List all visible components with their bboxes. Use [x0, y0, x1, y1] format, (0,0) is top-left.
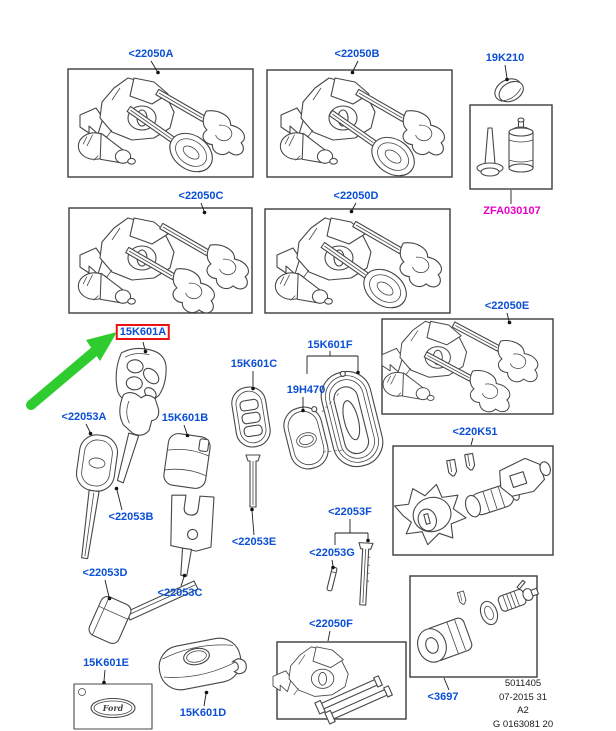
- part-label-22053A[interactable]: <22053A: [61, 411, 107, 423]
- highlight-arrow: [31, 332, 117, 405]
- part-15K601E-drawing: [74, 684, 152, 729]
- part-label-22053D[interactable]: <22053D: [82, 567, 128, 579]
- part-22053G-drawing: [327, 567, 338, 591]
- part-label-22050F[interactable]: <22050F: [309, 618, 353, 630]
- part-15K601D-drawing: [156, 634, 249, 694]
- part-label-22050E[interactable]: <22050E: [484, 300, 530, 312]
- part-label-22050B[interactable]: <22050B: [334, 48, 380, 60]
- part-label-15K601F[interactable]: 15K601F: [307, 339, 353, 351]
- plate-code: G 0163081 20: [492, 718, 554, 730]
- part-19K210-drawing: [491, 74, 527, 108]
- part-label-ZFA030107[interactable]: ZFA030107: [483, 205, 541, 217]
- parts-ZFA030107-drawing: [477, 118, 533, 176]
- part-15K601B-drawing: [163, 432, 212, 489]
- plate-revision: A2: [517, 705, 529, 716]
- plate-number: 5011405: [504, 678, 542, 689]
- part-label-22053B[interactable]: <22053B: [108, 511, 154, 523]
- part-label-15K601D[interactable]: 15K601D: [179, 707, 227, 719]
- part-15K601A-drawing: [113, 346, 168, 405]
- part-15K601C-drawing: [230, 385, 273, 450]
- parts-220K51-drawing: [391, 452, 555, 550]
- parts-22050C-drawing: [78, 214, 258, 322]
- part-22053E-drawing: [246, 455, 260, 507]
- part-label-19K210[interactable]: 19K210: [485, 52, 525, 64]
- parts-22050E-drawing: [382, 313, 547, 420]
- part-19H470-drawing: [280, 403, 332, 472]
- part-label-22050D[interactable]: <22050D: [333, 190, 379, 202]
- part-label-15K601E[interactable]: 15K601E: [83, 657, 129, 669]
- parts-22050F-drawing: [273, 647, 393, 724]
- parts-3697-drawing: [413, 580, 540, 666]
- part-label-22050C[interactable]: <22050C: [178, 190, 224, 202]
- part-label-22050A[interactable]: <22050A: [128, 48, 174, 60]
- part-label-15K601B[interactable]: 15K601B: [161, 412, 209, 424]
- part-22053F-drawing: [356, 543, 373, 606]
- part-label-22053F[interactable]: <22053F: [328, 506, 372, 518]
- part-label-22053C[interactable]: <22053C: [157, 587, 203, 599]
- part-22053A-drawing: [65, 433, 120, 561]
- parts-22050D-drawing: [275, 212, 451, 316]
- part-22053B-drawing: [115, 392, 160, 485]
- part-label-15K601C[interactable]: 15K601C: [230, 358, 278, 370]
- part-label-3697[interactable]: <3697: [427, 691, 459, 703]
- part-label-19H470[interactable]: 19H470: [286, 384, 326, 396]
- parts-22050B-drawing: [280, 78, 454, 184]
- parts-22050A-drawing: [78, 78, 254, 180]
- plate-info: [493, 677, 553, 731]
- part-label-220K51[interactable]: <220K51: [452, 426, 498, 438]
- plate-date: 07-2015 31: [498, 691, 548, 703]
- part-label-22053E[interactable]: <22053E: [231, 536, 277, 548]
- ford-logo-text: Ford: [102, 703, 124, 713]
- part-label-22053G[interactable]: <22053G: [309, 547, 355, 559]
- part-label-15K601A-highlighted[interactable]: 15K601A: [116, 324, 170, 340]
- part-22053C-drawing: [161, 491, 218, 579]
